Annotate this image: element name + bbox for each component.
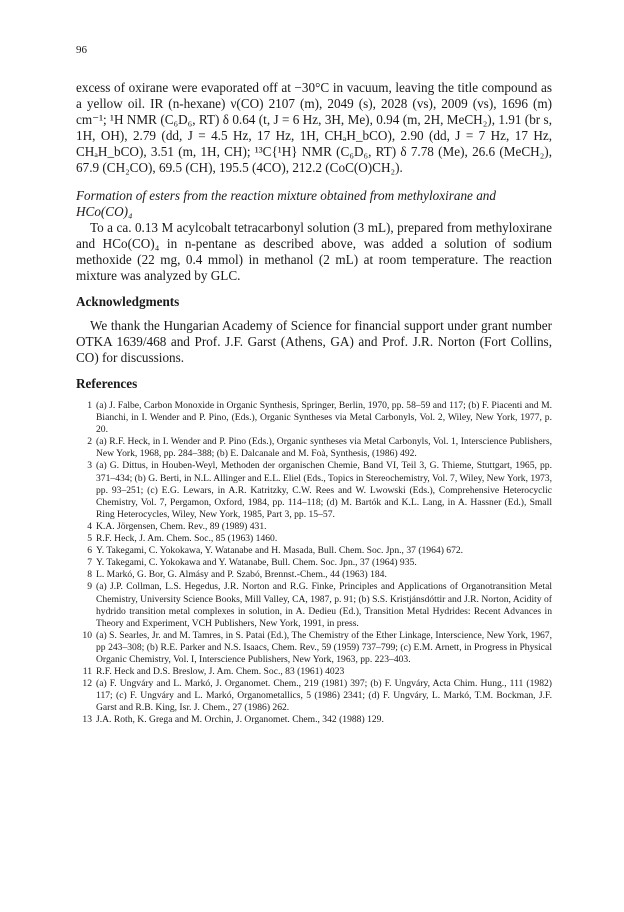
page-number: 96 — [76, 44, 87, 56]
reference-number: 3 — [87, 460, 92, 472]
reference-text: K.A. Jörgensen, Chem. Rev., 89 (1989) 431. — [96, 520, 267, 532]
reference-text: J.A. Roth, K. Grega and M. Orchin, J. Organomet. Chem., 342 (1988) 129. — [96, 714, 384, 726]
reference-item — [76, 666, 552, 678]
paragraph-ester-formation: To a ca. 0.13 M acylcobalt tetracarbonyl solution (3 mL), prepared from methyloxirane and HCo(CO)₄ in n-pentane as described above, was added a solution of sodium methoxide (22 mg, 0.4 mmol) in methanol (2 mL) at room temperature. The reaction mixture was analyzed by GLC. — [76, 220, 552, 283]
reference-number: 8 — [87, 569, 92, 581]
reference-text: (a) F. Ungváry and L. Markó, J. Organomet. Chem., 219 (1981) 397; (b) F. Ungváry, Acta Chim. Hung., 111 (1982) 117; (c) F. Ungváry and L. Markó, Organometallics, 5 (1986) 2341; (d) F. Ungváry, L. Markó, T.M. Bockman, J.F. Garst and R.B. King, Isr. J. Chem., 27 (1986) 262. — [96, 678, 552, 714]
reference-number: 11 — [82, 666, 92, 678]
reference-item — [76, 533, 552, 545]
reference-item — [76, 714, 552, 726]
reference-text: (a) R.F. Heck, in I. Wender and P. Pino (Eds.), Organic syntheses via Metal Carbonyls, Vol. 1, Interscience Publishers, New York, 1968, pp. 284–388; (b) E. Dalcanale and M. Foà, Synthesis, (1986) 492. — [96, 436, 552, 460]
reference-number: 1 — [87, 400, 92, 411]
reference-number: 4 — [87, 520, 92, 532]
reference-text: Y. Takegami, C. Yokokawa and Y. Watanabe, Bull. Chem. Soc. Jpn., 37 (1964) 935. — [96, 557, 417, 569]
reference-item — [76, 521, 552, 533]
reference-item — [76, 460, 552, 520]
reference-item — [76, 436, 552, 460]
reference-text: L. Markó, G. Bor, G. Almásy and P. Szabó, Brennst.-Chem., 44 (1963) 184. — [96, 569, 387, 581]
reference-text: (a) J. Falbe, Carbon Monoxide in Organic Synthesis, Springer, Berlin, 1970, pp. 58–59 and 117; (b) F. Piacenti and M. Bianchi, in I. Wender and P. Pino, (Eds.), Organic Syntheses via Metal Carbonyls, Vol. 2, Wiley, New York, 1977, p. 20. — [96, 400, 552, 436]
paragraph-experimental-data: excess of oxirane were evaporated off at −30°C in vacuum, leaving the title compound as a yellow oil. IR (n-hexane) ν(CO) 2107 (m), 2049 (s), 2028 (vs), 2009 (vs), 1696 (m) cm⁻¹; ¹H NMR (C₆D₆, RT) δ 0.64 (t, J = 6 Hz, 3H, Me), 0.94 (m, 2H, MeCH₂), 1.91 (br s, 1H, OH), 2.79 (dd, J = 4.5 Hz, 17 Hz, 1H, CHₐH_bCO), 2.90 (dd, J = 7 Hz, 17 Hz, CHₐH_bCO), 3.51 (m, 1H, CH); ¹³C{¹H} NMR (C₆D₆, RT) δ 7.78 (Me), 26.6 (MeCH₂), 67.9 (CH₂CO), 69.5 (CH), 195.5 (4CO), 212.2 (CoC(O)CH₂). — [76, 80, 552, 175]
reference-item — [76, 400, 552, 436]
reference-text: (a) G. Dittus, in Houben-Weyl, Methoden der organischen Chemie, Band VI, Teil 3, G. Thieme, Stuttgart, 1965, pp. 371–434; (b) G. Berti, in N.L. Allinger and E.L. Eliel (Eds., Topics in Stereochemistry, Vol. 7, Wiley, New York, 1973, pp. 93–251; (c) E.G. Lewars, in A.R. Katritzky, C.W. Rees and W. Lwowski (Eds.), Comprehensive Heterocyclic Chemistry, Vol. 7, Pergamon, Oxford, 1984, pp. 114–118; (d) M. Bartók and K.L. Lang, in A. Hassner (Ed.), Small Ring Heterocycles, Wiley, New York, 1985, Part 3, pp. 15–57. — [96, 460, 552, 520]
reference-text: (a) J.P. Collman, L.S. Hegedus, J.R. Norton and R.G. Finke, Principles and Applications of Organotransition Metal Chemistry, University Science Books, Mill Valley, CA, 1987, p. 91; (b) S.S. Kristjánsdóttir and J.R. Norton, Acidity of hydrido transition metal complexes in solution, in A. Dedieu (Ed.), Transition Metal Hydrides: Recent Advances in Theory and Experiment, VCH Publishers, New York, 1991, in press. — [96, 581, 552, 629]
reference-text: R.F. Heck and D.S. Breslow, J. Am. Chem. Soc., 83 (1961) 4023 — [96, 666, 345, 678]
references-list — [76, 400, 552, 727]
reference-number: 6 — [87, 545, 92, 557]
reference-text: Y. Takegami, C. Yokokawa, Y. Watanabe and H. Masada, Bull. Chem. Soc. Jpn., 37 (1964) 672. — [96, 545, 464, 557]
reference-text: R.F. Heck, J. Am. Chem. Soc., 85 (1963) 1460. — [96, 533, 278, 545]
reference-number: 7 — [87, 557, 92, 569]
acknowledgments-text: We thank the Hungarian Academy of Science for financial support under grant number OTKA 1639/468 and Prof. J.F. Garst (Athens, GA) and Prof. J.R. Norton (Fort Collins, CO) for discussions. — [76, 318, 552, 365]
reference-number: 12 — [82, 678, 92, 690]
reference-number: 5 — [87, 533, 92, 545]
reference-number: 9 — [87, 581, 92, 593]
reference-item — [76, 545, 552, 557]
reference-number: 2 — [87, 436, 92, 448]
reference-number: 13 — [82, 714, 92, 726]
reference-item — [76, 581, 552, 629]
references-heading: References — [76, 376, 138, 391]
reference-item — [76, 557, 552, 569]
reference-item — [76, 678, 552, 714]
acknowledgments-heading: Acknowledgments — [76, 294, 180, 309]
section-title-ester-formation: Formation of esters from the reaction mixture obtained from methyloxirane and HCo(CO)₄ — [76, 188, 496, 219]
main-column — [76, 80, 552, 727]
reference-text: (a) S. Searles, Jr. and M. Tamres, in S. Patai (Ed.), The Chemistry of the Ether Linkage, Interscience, New York, 1967, pp 243–308; (b) R.E. Parker and N.S. Isaacs, Chem. Rev., 59 (1959) 737–799; (c) E.M. Arnett, in Progress in Physical Organic Chemistry, Vol. I, Interscience Publishers, New York, 1963, pp. 223–403. — [96, 629, 552, 665]
reference-number: 10 — [82, 629, 92, 641]
reference-item — [76, 569, 552, 581]
reference-item — [76, 630, 552, 666]
